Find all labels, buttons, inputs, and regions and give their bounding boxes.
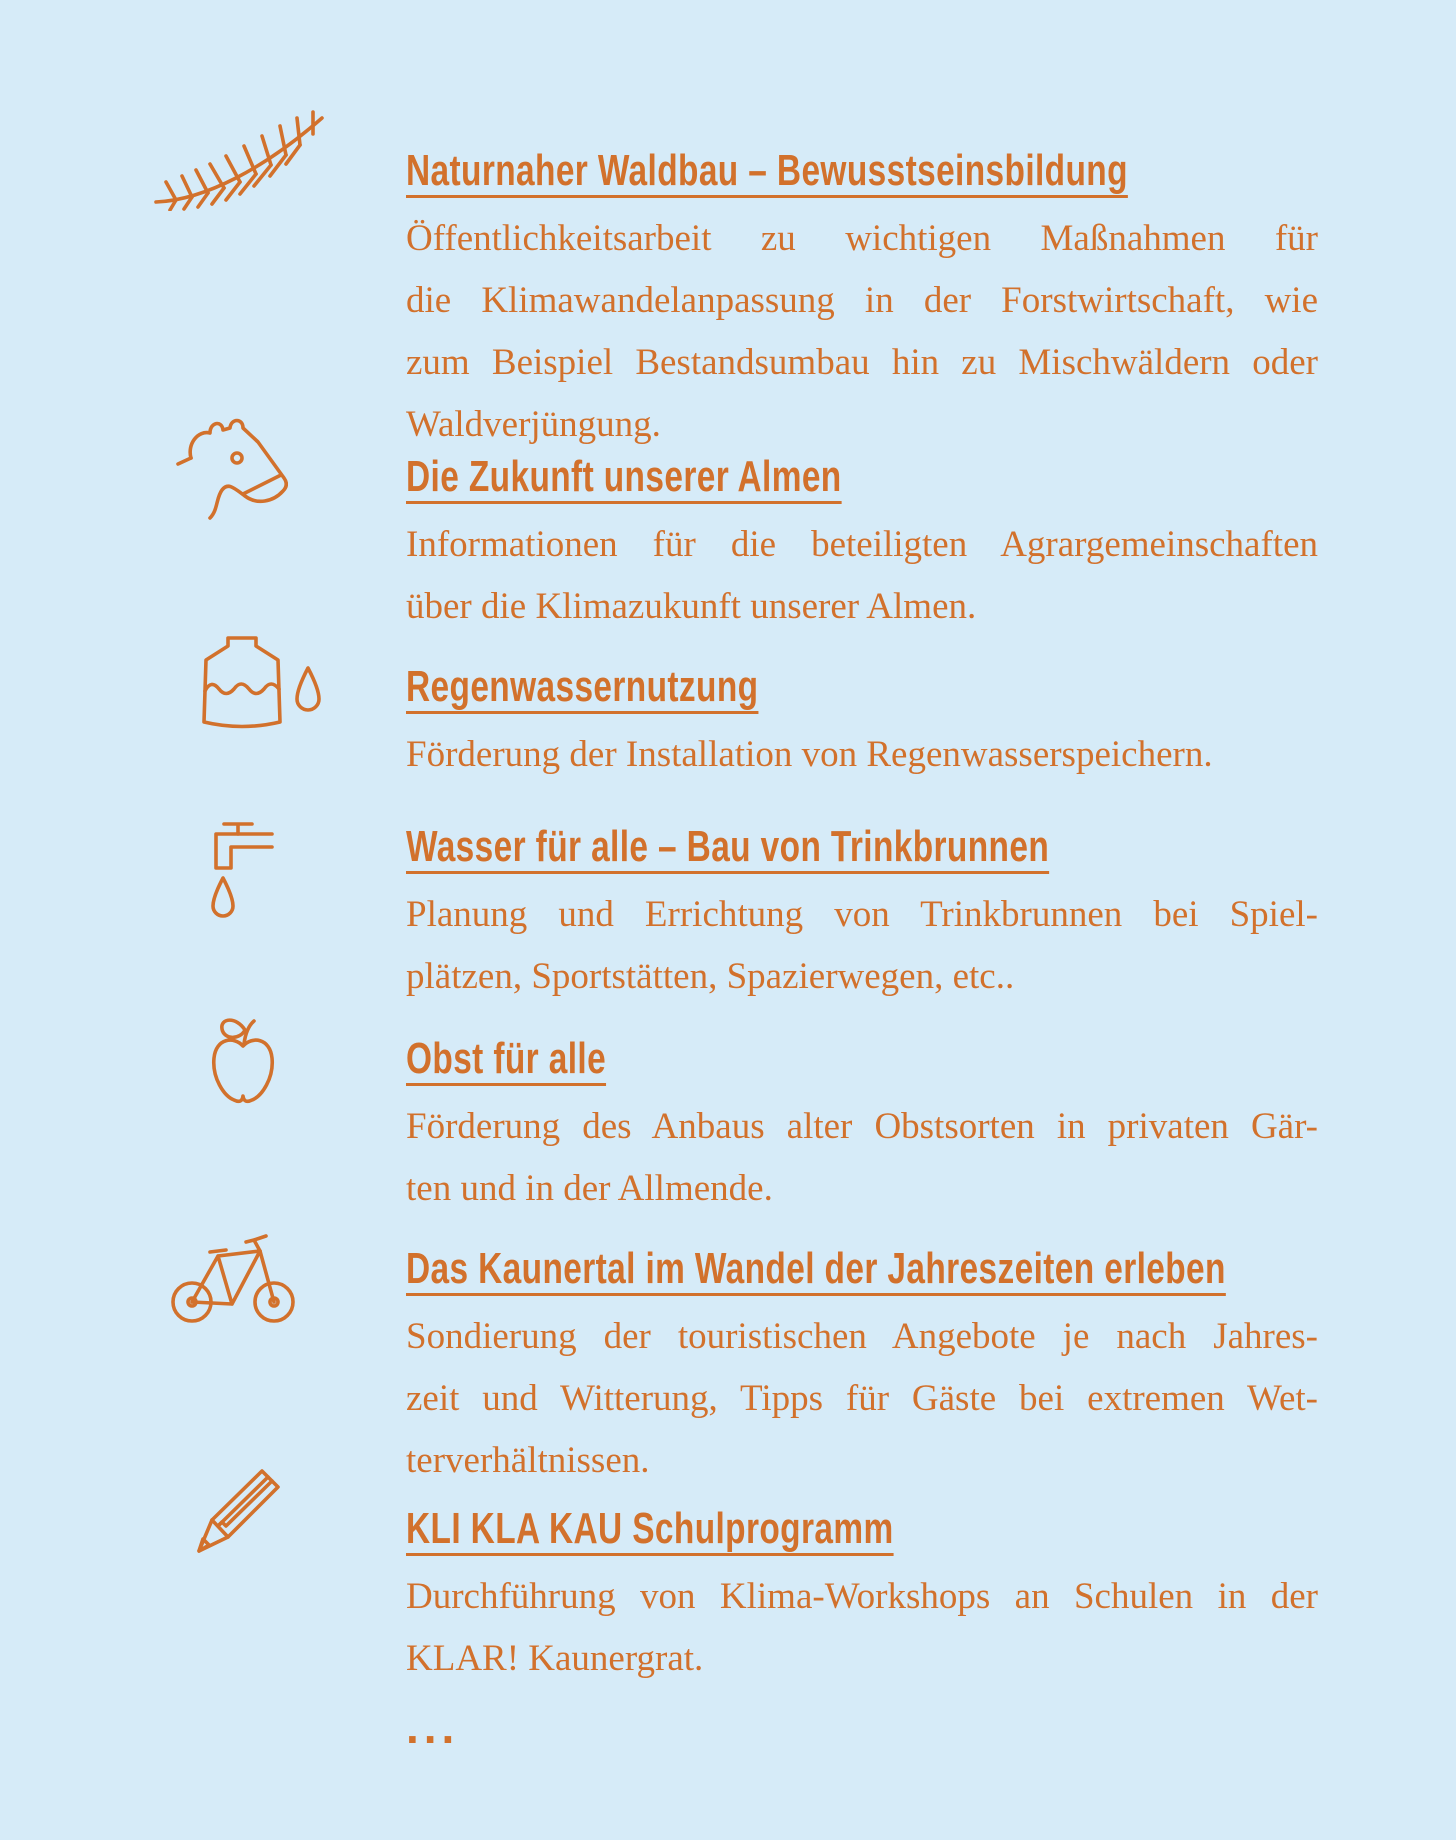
section-title-regenwasser: Regenwassernutzung	[406, 662, 759, 711]
section-body-obst: Förderung des Anbaus alter Obstsorten in privaten Gär- ten und in der Allmende.	[406, 1106, 1318, 1209]
water-tank-droplet-icon	[198, 634, 328, 736]
section-title-obst: Obst für alle	[406, 1034, 607, 1083]
section-title-jahreszeiten: Das Kaunertal im Wandel der Jahreszeiten erleben	[406, 1244, 1226, 1293]
faucet-droplet-icon	[206, 820, 280, 924]
fir-branch-icon	[150, 106, 335, 211]
section-body-waldbau: Öffentlichkeitsarbeit zu wichtigen Maßnahmen für die Klimawandelanpassung in der Forstwirtschaft, wie zum Beispiel Bestandsumbau hin zu Mischwäldern oder Waldverjüngung.	[406, 218, 1318, 445]
cow-head-icon	[176, 418, 288, 528]
section-title-trinkbrunnen: Wasser für alle – Bau von Trinkbrunnen	[406, 822, 1050, 871]
section-body-regenwasser: Förderung der Installation von Regenwasserspeichern.	[406, 734, 1213, 775]
section-title-schulprogramm: KLI KLA KAU Schulprogramm	[406, 1504, 894, 1553]
section-body-jahreszeiten: Sondierung der touristischen Angebote je nach Jahres- zeit und Witterung, Tipps für Gäste bei extremen Wet- terverhältnissen.	[406, 1316, 1318, 1481]
pencil-icon	[192, 1460, 292, 1554]
section-body-almen: Informationen für die beteiligten Agrargemeinschaften über die Klimazukunft unserer Almen.	[406, 524, 1318, 627]
bicycle-icon	[170, 1230, 298, 1330]
section-title-waldbau: Naturnaher Waldbau – Bewusstseinsbildung	[406, 146, 1128, 195]
section-title-almen: Die Zukunft unserer Almen	[406, 452, 842, 501]
more-items-ellipsis: ...	[406, 1701, 460, 1753]
apple-icon	[208, 1014, 278, 1108]
section-body-schulprogramm: Durchführung von Klima-Workshops an Schulen in der KLAR! Kaunergrat.	[406, 1576, 1318, 1679]
section-body-trinkbrunnen: Planung und Errichtung von Trinkbrunnen bei Spiel- plätzen, Sportstätten, Spazierwegen, etc..	[406, 894, 1318, 997]
